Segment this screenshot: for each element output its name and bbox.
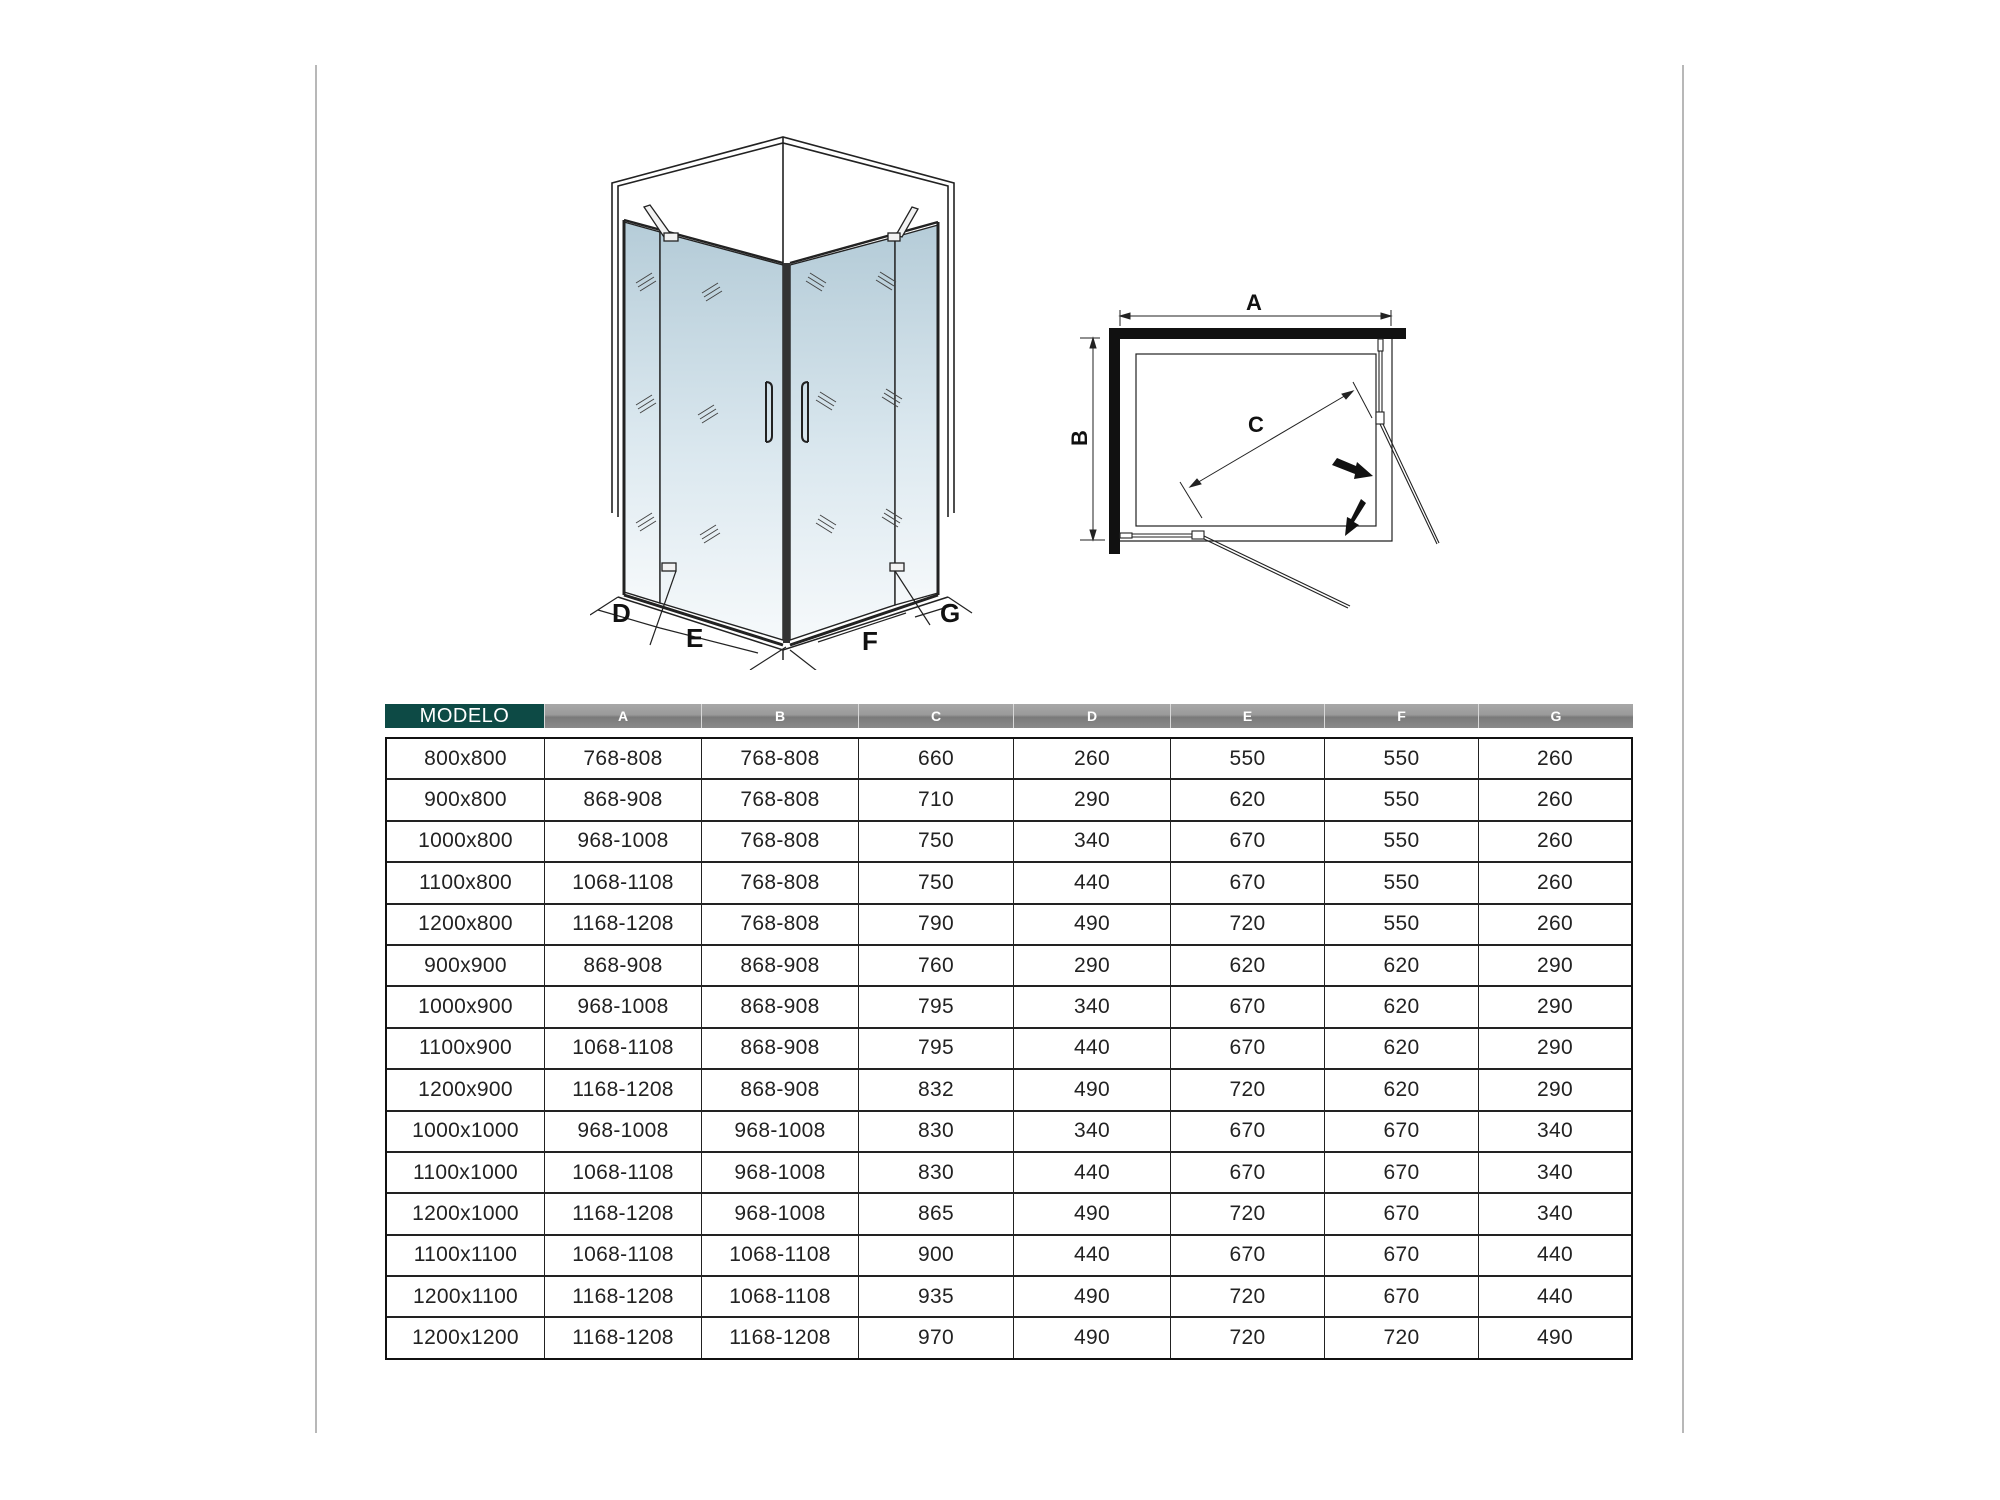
bottom-fixed-panel xyxy=(1120,533,1132,538)
cell-e: 620 xyxy=(1171,946,1325,985)
cell-a: 1168-1208 xyxy=(545,1318,702,1357)
arrow-down-icon xyxy=(1345,499,1366,536)
cell-e: 720 xyxy=(1171,1070,1325,1109)
cell-g: 440 xyxy=(1537,1243,1573,1267)
cell-modelo: 1100x900 xyxy=(387,1029,545,1068)
table-row xyxy=(387,1070,1631,1111)
cell-d: 340 xyxy=(1014,822,1171,861)
cell-a: 968-1008 xyxy=(545,987,702,1026)
header-a: A xyxy=(545,704,702,728)
cell-d: 290 xyxy=(1014,946,1171,985)
arrow-right-icon xyxy=(1332,458,1373,479)
cell-a: 1068-1108 xyxy=(545,1029,702,1068)
cell-b: 868-908 xyxy=(702,1029,859,1068)
cell-modelo: 1100x800 xyxy=(387,863,545,902)
cell-f: 670 xyxy=(1325,1194,1479,1233)
cell-b: 1168-1208 xyxy=(702,1318,859,1357)
cell-a: 1068-1108 xyxy=(545,1153,702,1192)
cell-e: 670 xyxy=(1171,1112,1325,1151)
cell-b: 868-908 xyxy=(702,987,859,1026)
cell-f: 720 xyxy=(1325,1318,1479,1357)
cell-c: 832 xyxy=(859,1070,1014,1109)
cell-g: 290 xyxy=(1537,1036,1573,1060)
cell-g: 290 xyxy=(1537,953,1573,977)
table-row xyxy=(387,822,1631,863)
header-c: C xyxy=(859,704,1014,728)
cell-c: 830 xyxy=(859,1153,1014,1192)
header-f: F xyxy=(1325,704,1479,728)
cell-modelo: 1200x900 xyxy=(387,1070,545,1109)
dim-c-line xyxy=(1180,382,1372,518)
cell-c: 790 xyxy=(859,905,1014,944)
cell-g: 340 xyxy=(1537,1119,1573,1143)
right-top-hinge-icon xyxy=(888,233,900,241)
dim-label-b: B xyxy=(1067,430,1092,446)
cell-c: 935 xyxy=(859,1277,1014,1316)
door-swing-arrows xyxy=(1332,458,1373,536)
cell-g: 290 xyxy=(1537,1077,1573,1101)
cell-e: 720 xyxy=(1171,905,1325,944)
cell-a: 1168-1208 xyxy=(545,1277,702,1316)
glass-panels xyxy=(624,220,938,643)
cell-c: 795 xyxy=(859,987,1014,1026)
cell-a: 768-808 xyxy=(545,739,702,778)
shower-tray-outline xyxy=(1120,339,1392,541)
header-modelo: MODELO xyxy=(385,704,545,728)
right-door-panel xyxy=(790,237,895,640)
table-row xyxy=(387,1112,1631,1153)
table-row xyxy=(387,1318,1631,1357)
cell-d: 440 xyxy=(1014,1236,1171,1275)
table-row xyxy=(387,780,1631,821)
cell-a: 1168-1208 xyxy=(545,1070,702,1109)
cell-b: 768-808 xyxy=(702,863,859,902)
cell-d: 490 xyxy=(1014,905,1171,944)
left-top-hinge-icon xyxy=(664,233,678,241)
cell-b: 868-908 xyxy=(702,946,859,985)
cell-modelo: 1200x1100 xyxy=(387,1277,545,1316)
header-d: D xyxy=(1014,704,1171,728)
cell-f: 550 xyxy=(1325,739,1479,778)
table-row xyxy=(387,1029,1631,1070)
cell-a: 868-908 xyxy=(545,780,702,819)
spec-table xyxy=(385,704,1633,1360)
cell-e: 670 xyxy=(1171,1236,1325,1275)
cell-f: 670 xyxy=(1325,1236,1479,1275)
dim-label-g: G xyxy=(940,598,961,628)
cell-f: 550 xyxy=(1325,863,1479,902)
table-body xyxy=(385,737,1633,1360)
cell-modelo: 1000x900 xyxy=(387,987,545,1026)
cell-e: 670 xyxy=(1171,987,1325,1026)
cell-g: 260 xyxy=(1537,746,1573,770)
cell-b: 968-1008 xyxy=(702,1194,859,1233)
right-door-swing xyxy=(1380,424,1437,544)
table-header-row xyxy=(385,704,1633,728)
cell-b: 968-1008 xyxy=(702,1153,859,1192)
right-bottom-hinge-icon xyxy=(890,563,904,571)
cell-modelo: 1200x1200 xyxy=(387,1318,545,1357)
cell-e: 550 xyxy=(1171,739,1325,778)
cell-b: 768-808 xyxy=(702,780,859,819)
cell-a: 968-1008 xyxy=(545,1112,702,1151)
cell-d: 440 xyxy=(1014,1153,1171,1192)
cell-c: 750 xyxy=(859,863,1014,902)
center-post xyxy=(783,263,790,643)
table-row xyxy=(387,1194,1631,1235)
cell-b: 768-808 xyxy=(702,905,859,944)
table-row xyxy=(387,946,1631,987)
right-door-hinge-icon xyxy=(1376,412,1384,424)
dim-label-c: C xyxy=(1248,412,1264,437)
cell-f: 620 xyxy=(1325,1070,1479,1109)
cell-e: 670 xyxy=(1171,1029,1325,1068)
cell-a: 1168-1208 xyxy=(545,1194,702,1233)
cell-f: 550 xyxy=(1325,905,1479,944)
right-fixed-panel xyxy=(895,225,938,605)
cell-c: 660 xyxy=(859,739,1014,778)
cell-a: 1068-1108 xyxy=(545,1236,702,1275)
dim-label-a: A xyxy=(1246,290,1262,315)
cell-modelo: 1000x1000 xyxy=(387,1112,545,1151)
cell-f: 670 xyxy=(1325,1112,1479,1151)
cell-g: 260 xyxy=(1537,870,1573,894)
cell-modelo: 900x900 xyxy=(387,946,545,985)
cell-modelo: 900x800 xyxy=(387,780,545,819)
cell-b: 768-808 xyxy=(702,739,859,778)
cell-d: 260 xyxy=(1014,739,1171,778)
cell-e: 720 xyxy=(1171,1194,1325,1233)
cell-c: 830 xyxy=(859,1112,1014,1151)
cell-e: 620 xyxy=(1171,780,1325,819)
cell-a: 1168-1208 xyxy=(545,905,702,944)
cell-modelo: 1200x1000 xyxy=(387,1194,545,1233)
cell-d: 340 xyxy=(1014,987,1171,1026)
cell-g: 260 xyxy=(1537,912,1573,936)
header-e: E xyxy=(1171,704,1325,728)
cell-d: 340 xyxy=(1014,1112,1171,1151)
cell-g: 490 xyxy=(1537,1326,1573,1350)
bottom-door-hinge-icon xyxy=(1192,531,1204,539)
cell-modelo: 1200x800 xyxy=(387,905,545,944)
table-row xyxy=(387,987,1631,1028)
floor-plan-diagram xyxy=(1060,270,1480,630)
cell-g: 440 xyxy=(1537,1284,1573,1308)
left-bottom-hinge-icon xyxy=(662,563,676,571)
table-row xyxy=(387,739,1631,780)
cell-d: 490 xyxy=(1014,1194,1171,1233)
table-row xyxy=(387,1153,1631,1194)
page-border-left xyxy=(315,65,317,1433)
left-wall xyxy=(1109,328,1120,554)
top-wall xyxy=(1109,328,1406,339)
page-border-right xyxy=(1682,65,1684,1433)
cell-c: 795 xyxy=(859,1029,1014,1068)
cell-g: 340 xyxy=(1537,1201,1573,1225)
header-b: B xyxy=(702,704,859,728)
cell-g: 260 xyxy=(1537,788,1573,812)
plan-walls xyxy=(1109,328,1406,554)
cell-g: 290 xyxy=(1537,995,1573,1019)
cell-d: 490 xyxy=(1014,1070,1171,1109)
table-row xyxy=(387,905,1631,946)
cell-a: 868-908 xyxy=(545,946,702,985)
cell-f: 550 xyxy=(1325,780,1479,819)
cell-f: 620 xyxy=(1325,946,1479,985)
cell-d: 290 xyxy=(1014,780,1171,819)
cell-c: 710 xyxy=(859,780,1014,819)
left-door-panel xyxy=(660,232,783,640)
cell-b: 1068-1108 xyxy=(702,1277,859,1316)
shower-3d-diagram xyxy=(590,125,980,670)
cell-e: 720 xyxy=(1171,1318,1325,1357)
cell-e: 670 xyxy=(1171,822,1325,861)
cell-f: 550 xyxy=(1325,822,1479,861)
cell-f: 620 xyxy=(1325,1029,1479,1068)
header-g: G xyxy=(1479,704,1633,728)
cell-g: 260 xyxy=(1537,829,1573,853)
cell-g: 340 xyxy=(1537,1160,1573,1184)
cell-c: 900 xyxy=(859,1236,1014,1275)
cell-f: 620 xyxy=(1325,987,1479,1026)
cell-c: 760 xyxy=(859,946,1014,985)
cell-b: 768-808 xyxy=(702,822,859,861)
cell-d: 490 xyxy=(1014,1277,1171,1316)
plan-doors xyxy=(1120,339,1439,608)
cell-modelo: 1100x1100 xyxy=(387,1236,545,1275)
cell-modelo: 1100x1000 xyxy=(387,1153,545,1192)
cell-d: 440 xyxy=(1014,863,1171,902)
cell-c: 865 xyxy=(859,1194,1014,1233)
table-row xyxy=(387,1277,1631,1318)
cell-b: 868-908 xyxy=(702,1070,859,1109)
cell-d: 440 xyxy=(1014,1029,1171,1068)
cell-c: 750 xyxy=(859,822,1014,861)
cell-b: 1068-1108 xyxy=(702,1236,859,1275)
dim-label-e: E xyxy=(686,623,704,653)
cell-a: 968-1008 xyxy=(545,822,702,861)
cell-b: 968-1008 xyxy=(702,1112,859,1151)
right-fixed-panel xyxy=(1378,339,1383,351)
cell-a: 1068-1108 xyxy=(545,863,702,902)
table-row xyxy=(387,1236,1631,1277)
cell-c: 970 xyxy=(859,1318,1014,1357)
cell-e: 670 xyxy=(1171,1153,1325,1192)
cell-f: 670 xyxy=(1325,1153,1479,1192)
cell-e: 720 xyxy=(1171,1277,1325,1316)
table-row xyxy=(387,863,1631,904)
dim-label-f: F xyxy=(862,626,878,656)
bottom-door-swing xyxy=(1204,536,1350,606)
dim-label-d: D xyxy=(612,598,631,628)
cell-d: 490 xyxy=(1014,1318,1171,1357)
cell-e: 670 xyxy=(1171,863,1325,902)
cell-f: 670 xyxy=(1325,1277,1479,1316)
cell-modelo: 1000x800 xyxy=(387,822,545,861)
cell-modelo: 800x800 xyxy=(387,739,545,778)
